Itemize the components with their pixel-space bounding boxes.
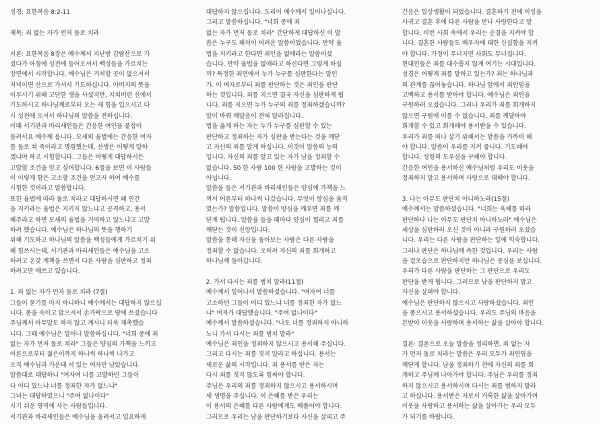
text-line: 말이 바꿔 깨달음이 전혀 달라집니다.: [206, 112, 303, 120]
text-line: 돌려서요 예수께 옵니다. 모세의 율법에는 간음한 여자: [10, 133, 152, 141]
text-line: 니다. 몸을 숙이고 앉으셔서 손가락으로 땅에 쓰셨습니다: [10, 309, 158, 317]
text-line: 입니다. 자신의 죄를 알고 있는 자가 남을 정죄할 수: [206, 154, 340, 162]
text-line: 예수님은 죄인을 정죄하지 않으시고 용서해 주십니다.: [206, 341, 346, 348]
text-line: 그러나 판단은 하나님께 속한 것입니다. 우리는 사람: [402, 247, 538, 255]
section-heading: 1. 죄 없는 자가 먼저 돌로 치라 (7절): [10, 289, 108, 297]
text-line: 을 품으시고 용서하셨습니다. 우리도 주님의 마음을: [402, 309, 536, 317]
text-line: 까? 특정한 죄인에서 누가 누구를 심판한다는 말인: [206, 71, 338, 79]
text-line: 를 돌로 쳐 죽이라고 명령했는데, 선생은 어떻게 말하: [10, 143, 148, 151]
text-line: 사귀고 결혼 후에 다른 사람을 만나 사랑한다고 말: [402, 19, 532, 27]
text-line: 예수님은 판단하지 않으시고 사랑하셨습니다. 죄인: [402, 299, 535, 307]
text-line: 니다. 우리는 다른 사람을 판단하는 일에 익숙합니다.: [402, 237, 540, 245]
text-line: 간음한 여인을 용서하신 예수님처럼 우리도 이웃을: [402, 164, 535, 172]
text-line: 법을 지키라고 한다면 죄인을 없애라는 말씀이셨: [206, 50, 333, 58]
text-line: 아닙니다.: [206, 175, 232, 182]
text-line: [10, 18, 196, 28]
text-line: [402, 330, 592, 340]
text-line: 없습니다. 50 한 사람 100 한 사람을 고발하는 것이: [206, 164, 342, 172]
text-line: 그리고 다시는 죄를 짓지 말라고 하십니다. 용서는: [206, 351, 336, 359]
text-line: 그들이 묻기를 마지 아니하니 예수께서는 대답하지 않으십: [10, 299, 162, 307]
text-line: 없는 자가 먼저 돌로 치라" 그들은 양심의 가책을 느끼고: [10, 341, 157, 348]
text-line: 하는 것입니다. 죄를 지으면 결국 자신을 심판하게 됩: [206, 92, 344, 99]
text-line: 본받아 이웃을 사랑하며 용서하는 삶을 살아야 합니다.: [402, 320, 544, 328]
text-line: 이 이렇게 함은 고소할 조건을 얻고자 하여 예수를: [10, 175, 140, 182]
text-line: 이웃을 사랑하고 용서하는 삶을 살아가는 우리 모두: [402, 403, 536, 411]
text-line: 해주라고 하면 모세의 율법을 거역하고 않느냐고 고발: [10, 216, 150, 224]
text-line: 새 생명을 주십니다. 이 은혜를 받은 우리는: [206, 392, 319, 400]
text-line: 말씀을 통해 자신을 돌아보는 사람은 다른 사람을: [206, 237, 335, 245]
text-line: 였는가? 말씀입니다. 말씀이 양심을 깨우면 죄를 깨: [206, 206, 340, 214]
text-line: 시 성전에 오셔서 하나님의 말씀을 전하십니다.: [10, 112, 133, 120]
text-line: 다 어디 있느냐 너를 정죄한 자가 없느냐": [10, 382, 118, 390]
text-line: 그녀는 대답하였으니 "주여 없나이다": [10, 392, 109, 400]
text-line: [402, 184, 592, 194]
text-line: 가 먼저 돌로 치라는 말씀은 우리 모두가 죄인임을: [402, 351, 532, 359]
text-line: 을 지키라는 율법은 지키지 않느냐고 공격하고, 용서: [10, 206, 146, 214]
text-line: 시험한 것이라고 말씀합니다.: [10, 185, 86, 193]
text-line: 기도하시고 하나님께로부터 오는 새 힘을 입으시고 다: [10, 102, 150, 110]
text-line: 장면에서 시작합니다. 예수님은 거처할 곳이 없으셔서: [10, 71, 150, 79]
text-line: 야 합니다. 말씀이 우리를 지켜 줍니다. 기도해야: [402, 143, 528, 151]
text-line: 가. 이 여자로부터 죄를 판단하는 것은 죄인을 판단: [206, 81, 338, 89]
text-line: 깨닫는 것이 신앙입니다.: [206, 226, 271, 234]
text-line: 합니다. 성령의 도우심을 구해야 합니다.: [402, 154, 507, 162]
text-line: 껴서 어른부터 하나씩 나갔습니다. 무엇이 양심을 움직: [206, 195, 348, 203]
text-line: 세상을 심판하러 오신 것이 아니라 구원하러 오셨습: [402, 226, 536, 234]
text-line: 정죄할 수 없습니다. 오히려 자신의 죄를 회개하고: [206, 247, 336, 255]
text-line: 다시 죄를 짓지 않도록 힘써야 합니다.: [206, 372, 305, 380]
text-line: 말씀을 들은 서기관과 바리새인들은 양심에 가책을 느: [206, 185, 346, 193]
text-line: 하려 했습니다. 예수님은 하나님의 뜻을 행하기: [10, 226, 133, 234]
text-line: 노니 가서 다시는 죄를 범치 말라": [206, 330, 295, 338]
text-line: 이루시기 위해 고단한 생을 사셨지만, 지쳐버린 신에서: [10, 92, 152, 99]
text-line: 또한 율법에 따라 돌로 치라고 대답하시면 왜 인간: [10, 195, 140, 203]
text-line: 하나님께 돌아갑니다.: [206, 258, 263, 265]
text-line: [206, 267, 392, 277]
text-line: [10, 39, 196, 49]
text-line: 닫게 됩니다. 말씀을 들을 때마다 양심이 찔리고 죄를: [206, 216, 344, 224]
text-line: 성경은 어떻게 죄를 말하고 있는가? 죄는 하나님과: [402, 71, 534, 79]
text-line: 씀은 누구도 해석이 어려운 말씀이었습니다. 만약 율: [206, 40, 342, 48]
text-line: 니다. 결혼한 사람들도 배우자에 대한 신실함을 지켜: [402, 40, 538, 48]
text-line: 말씀대로 대답하니 "여자여 너를 고발하던 그들이: [10, 372, 139, 380]
text-line: 주님께서 아무말도 하지 않고 계시니 더욱 재촉했습: [10, 320, 144, 328]
text-line: 주님은 우리의 죄를 정죄하지 않으시고 용서하시며: [206, 382, 339, 390]
text-line: 어른으로부터 젊은이까지 하나씩 하나씩 나가고: [10, 351, 135, 359]
text-line: 해 힘쓰시는데, 서기관과 바리새인들은 예수님을 고소: [10, 247, 150, 255]
sermon-title: 제목: 죄 없는 자가 먼저 돌로 치라: [10, 29, 100, 37]
text-line: 이때 서기관과 바리새인들은 간음한 여인을 붙잡아: [10, 123, 143, 131]
text-line: 을 겉모습으로 판단하지만 하나님은 중심을 보십니다.: [402, 258, 542, 265]
text-line: 의 관계를 끊어놓습니다. 하나님 앞에서 죄인임을: [402, 81, 531, 89]
text-line: 법을 옳게 하는 자는 누가 누구를 심판할 수 있는: [206, 123, 332, 131]
section-heading: 3. 나는 아무도 판단치 아니하노라(15절): [402, 195, 510, 203]
text-line: 고소하던 그들이 어디 있느냐 너를 정죄한 자가 없느: [206, 299, 342, 307]
text-line: 하지 않으시고 용서하시며 다시는 죄를 범하지 말라: [402, 382, 536, 390]
text-line: 고 자신의 죄를 알게 하십니다. 이것이 말씀의 능력: [206, 143, 338, 151]
text-line: 고백하고 용서를 받아야 합니다. 예수님은 죄인을: [402, 92, 531, 99]
text-line: 결론: 결론으로 오늘 말씀을 정리하면, 죄 없는 자: [402, 341, 530, 348]
scripture-reference: 성경: 요한복음 8:2-11: [10, 9, 71, 16]
text-line: 예수께서 일어나서 말씀하셨습니다. "여자여 너를: [206, 289, 335, 297]
text-line: 서론: 요한복음 8장은 예수께서 지난밤 감람산으로 가: [10, 50, 150, 58]
text-line: 간음은 일상생활이 되었습니다. 결혼하기 전에 이성을: [402, 9, 542, 16]
text-line: 회개할 수 있고 회개해야 용서받을 수 있습니다.: [402, 123, 527, 131]
text-line: 합니다. 이런 사회 속에서 우리는 순결을 지켜야 합: [402, 29, 534, 37]
text-line: 우리가 다른 사람을 판단하는 그 판단으로 우리도: [402, 268, 531, 276]
text-line: 그리고 말씀하십니다. "너희 중에 죄: [206, 19, 300, 27]
text-line: 위해 기도하고 하나님의 말씀을 백성들에게 가르치기 위: [10, 237, 156, 245]
text-line: 판단하고 정죄하는 자가 심판을 받는다는 것을 깨닫: [206, 133, 340, 141]
text-line: 그러므로 우리는 남을 판단하기보다 자신을 살피고 주: [206, 413, 346, 421]
text-line: 야 합니다. 가정이 무너지면 사회도 무너집니다.: [402, 50, 527, 58]
text-line: 하려고만 애쓰고 있습니다.: [10, 268, 80, 276]
text-line: 판단을 받게 됩니다. 그러므로 남을 판단하지 말고: [402, 278, 532, 286]
text-line: 시기 쉬운 영역에 사는 사람들입니다.: [10, 403, 107, 411]
text-line: 판단하나 나는 아무도 판단치 아니하노라" 예수님은: [402, 216, 537, 224]
text-column-left: [10, 8, 196, 423]
text-line: 없는 자가 먼저 돌로 치라" 간단하게 대답하신 이 말: [206, 29, 341, 37]
text-line: 않으면 구원에 이를 수 없습니다. 죄를 깨달아야: [402, 112, 527, 120]
text-line: 니다. 죄를 지으면 누가 누구의 죄를 정죄하겠습니까?: [206, 102, 345, 110]
text-line: 구원하러 오셨습니다. 그러나 우리가 죄를 회개하지: [402, 102, 536, 110]
section-heading: 2. 가서 다시는 죄를 범치 말라(11절): [206, 278, 304, 286]
text-line: 깨닫게 합니다. 남을 정죄하기 전에 자신의 죄를 회: [402, 361, 534, 369]
text-line: 현대인들은 죄를 대수롭지 않게 여기는 시대입니다.: [402, 60, 536, 68]
text-line: 하려고 온갖 계책을 쓰면서 다른 사람을 심판하고 정죄: [10, 258, 152, 265]
text-line: 예수께서 말씀하셨습니다. "나도 너를 정죄하지 아니하: [206, 320, 349, 328]
text-line: 서기관과 바리새인들은 예수님을 올려서고 일요하게: [10, 413, 146, 421]
text-line: 겠냐며 하고 시험합니다. 그들은 어떻게 대답하시든: [10, 154, 144, 162]
text-line: 정죄하지 말고 용서하며 사랑으로 대해야 합니다.: [402, 175, 531, 182]
text-line: 예수께서는 말씀하셨습니다. "너희는 육체를 따라: [402, 206, 531, 214]
text-line: 습니다. 만약 율법을 없애라고 하신다면 그렇게 하실: [206, 60, 342, 68]
text-column-middle: [206, 8, 392, 423]
text-line: 니다. 그때 예수님은 일어나 말씀하십니다. "너희 중에 죄: [10, 330, 159, 338]
text-line: 냐" 여자가 대답했습니다. "주여 없나이다": [206, 309, 318, 317]
text-line: 저녁이면 산으로 가셔서 기도하십니다. 아버지의 뜻을: [10, 81, 150, 89]
text-line: 고 하십니다. 용서받은 자로서 거룩한 삶을 살아가며: [402, 392, 538, 400]
text-line: 새로운 삶의 시작입니다. 죄 용서를 받은 자는: [206, 361, 325, 369]
text-line: 오직 예수님과 가운데 서 있는 여자만 남았습니다.: [10, 361, 140, 369]
text-line: 이 용서의 은혜를 다른 사람에게도 베풀어야 합니다.: [206, 403, 342, 411]
text-line: 자신을 살펴야 합니다.: [402, 289, 461, 297]
text-line: [10, 278, 196, 288]
text-line: 우리가 죄를 떠나 살기 위해서는 말씀을 가까이 해: [402, 133, 532, 141]
text-column-right: [402, 8, 592, 423]
text-line: 가 되기를 바랍니다.: [402, 413, 455, 421]
text-line: 대답하지 않으십니다. 도리어 예수께서 일어나십니다.: [206, 9, 346, 16]
text-line: 고발할 조건을 얻고 싶어합니다. 6절을 보면 이 사람들: [10, 164, 152, 172]
text-line: 셨다가 아침에 성전에 들어오셔서 백성들을 가르치는: [10, 60, 148, 68]
text-line: 개하고 주님께 나아가야 합니다. 주님은 우리를 정죄: [402, 372, 538, 380]
